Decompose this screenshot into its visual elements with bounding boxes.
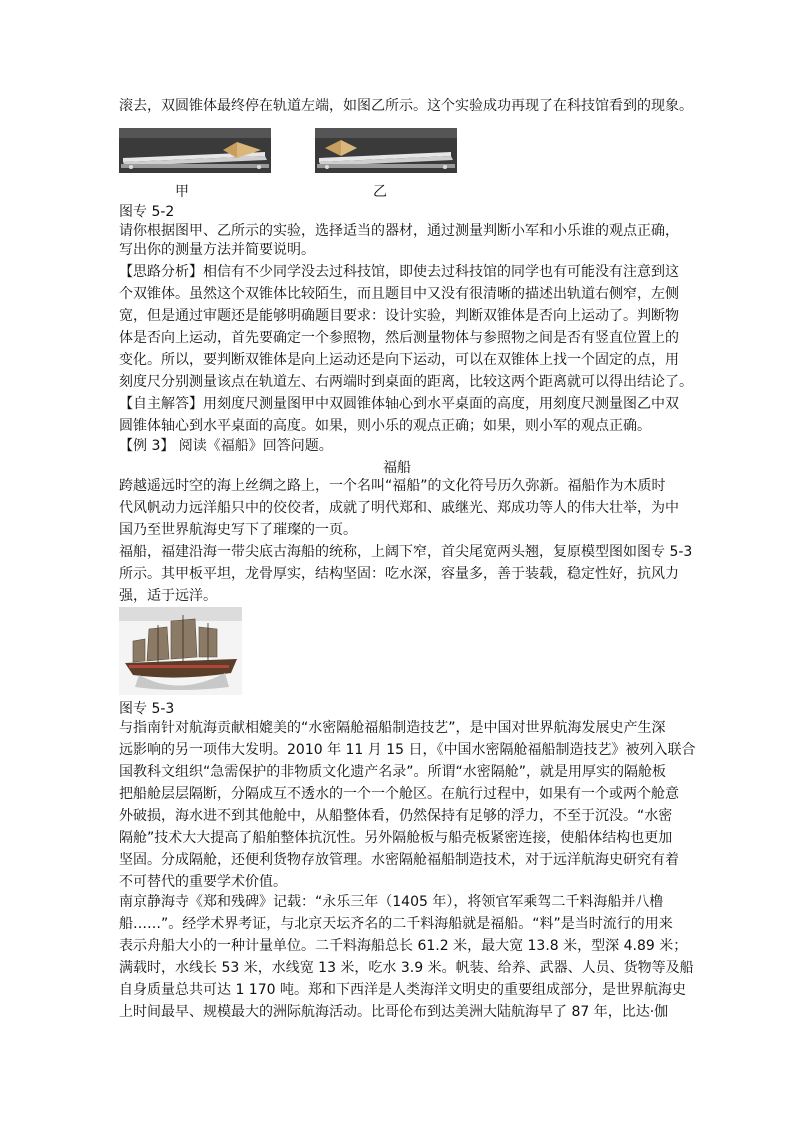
question-line: 写出你的测量方法并简要说明。 [119,242,315,258]
article-title: 福船 [383,460,411,476]
paragraph-line: 满载时，水线长 53 米，水线宽 13 米，吃水 3.9 米。帆装、给养、武器、人员、货物等及船 [119,960,694,976]
question-line: 请你根据图甲、乙所示的实验，选择适当的器材，通过测量判断小军和小乐谁的观点正确， [119,223,679,239]
paragraph-line: 隔舱”技术大大提高了船舶整体抗沉性。另外隔舱板与船壳板紧密连接，使船体结构也更加 [119,830,673,846]
figure-caption-5-2: 图专 5-2 [119,204,175,220]
analysis-line: 刻度尺分别测量该点在轨道左、右两端时到桌面的距离，比较这两个距离就可以得出结论了。 [119,374,693,390]
paragraph-line: 强，适于远洋。 [119,588,217,604]
label-yi: 乙 [373,184,387,200]
paragraph-line: 把船舱层层隔断，分隔成互不透水的一个一个舱区。在航行过程中，如果有一个或两个舱意 [119,786,679,802]
paragraph-line: 福船，福建沿海一带尖底古海船的统称，上阔下窄，首尖尾宽两头翘，复原模型图如图专 5-3 [119,544,693,560]
paragraph-line: 表示舟船大小的一种计量单位。二千料海船总长 61.2 米，最大宽 13.8 米，型深 4.89 米； [119,938,688,954]
paragraph-line: 自身质量总共可达 1 170 吨。郑和下西洋是人类海洋文明史的重要组成部分，是世界航海史 [119,982,686,998]
paragraph-line: 与指南针对航海贡献相媲美的“水密隔舱福船制造技艺”，是中国对世界航海发展史产生深 [119,720,666,736]
experiment-photo-yi [315,128,457,173]
paragraph-line: 国乃至世界航海史写下了璀璨的一页。 [119,522,357,538]
paragraph-line: 远影响的另一项伟大发明。2010 年 11 月 15 日，《中国水密隔舱福船制造技艺》被列入联合 [119,742,696,758]
analysis-line: 变化。所以，要判断双锥体是向上运动还是向下运动，可以在双锥体上找一个固定的点，用 [119,352,679,368]
example-3-heading: 【例 3】 阅读《福船》回答问题。 [119,438,333,454]
paragraph-line: 坚固。分成隔舱，还便利货物存放管理。水密隔舱福船制造技术，对于远洋航海史研究有着 [119,852,679,868]
figure-caption-5-3: 图专 5-3 [119,701,175,717]
paragraph-line: 国教科文组织“急需保护的非物质文化遗产名录”。所谓“水密隔舱”，就是用厚实的隔舱板 [119,764,667,780]
paragraph-line: 代风帆动力远洋船只中的佼佼者，成就了明代郑和、戚继光、郑成功等人的伟大壮举，为中 [119,500,679,516]
paragraph-line: 跨越遥远时空的海上丝绸之路上，一个名叫“福船”的文化符号历久弥新。福船作为木质时 [119,478,666,494]
paragraph-line: 外破损，海水进不到其他舱中，从船整体看，仍然保持有足够的浮力，不至于沉没。“水密 [119,808,673,824]
analysis-line: 宽，但是通过审题还是能够明确题目要求：设计实验，判断双锥体是否向上运动了。判断物 [119,308,679,324]
paragraph-top: 滚去，双圆锥体最终停在轨道左端，如图乙所示。这个实验成功再现了在科技馆看到的现象。 [119,98,693,114]
paragraph-line: 所示。其甲板平坦，龙骨厚实，结构坚固：吃水深，容量多，善于装载，稳定性好，抗风力 [119,566,679,582]
paragraph-line: 上时间最早、规模最大的洲际航海活动。比哥伦布到达美洲大陆航海早了 87 年，比达·伽 [119,1004,669,1020]
experiment-photo-jia [119,128,271,173]
analysis-line: 个双锥体。虽然这个双锥体比较陌生，而且题目中又没有很清晰的描述出轨道右侧窄，左侧 [119,286,679,302]
answer-line: 圆锥体轴心到水平桌面的高度。如果，则小乐的观点正确；如果，则小军的观点正确。 [119,418,651,434]
analysis-line: 【思路分析】相信有不少同学没去过科技馆，即使去过科技馆的同学也有可能没有注意到这 [119,264,679,280]
answer-line: 【自主解答】用刻度尺测量图甲中双圆锥体轴心到水平桌面的高度，用刻度尺测量图乙中双 [119,396,679,412]
analysis-line: 体是否向上运动，首先要确定一个参照物，然后测量物体与参照物之间是否有竖直位置上的 [119,330,679,346]
paragraph-line: 不可替代的重要学术价值。 [119,874,287,890]
label-jia: 甲 [175,184,189,200]
paragraph-line: 南京静海寺《郑和残碑》记载：“永乐三年（1405 年），将领官军乘驾二千料海船并八橹 [119,894,664,910]
fuchuan-model-photo [119,607,242,695]
paragraph-line: 船……”。经学术界考证，与北京天坛齐名的二千料海船就是福船。“料”是当时流行的用来 [119,916,673,932]
